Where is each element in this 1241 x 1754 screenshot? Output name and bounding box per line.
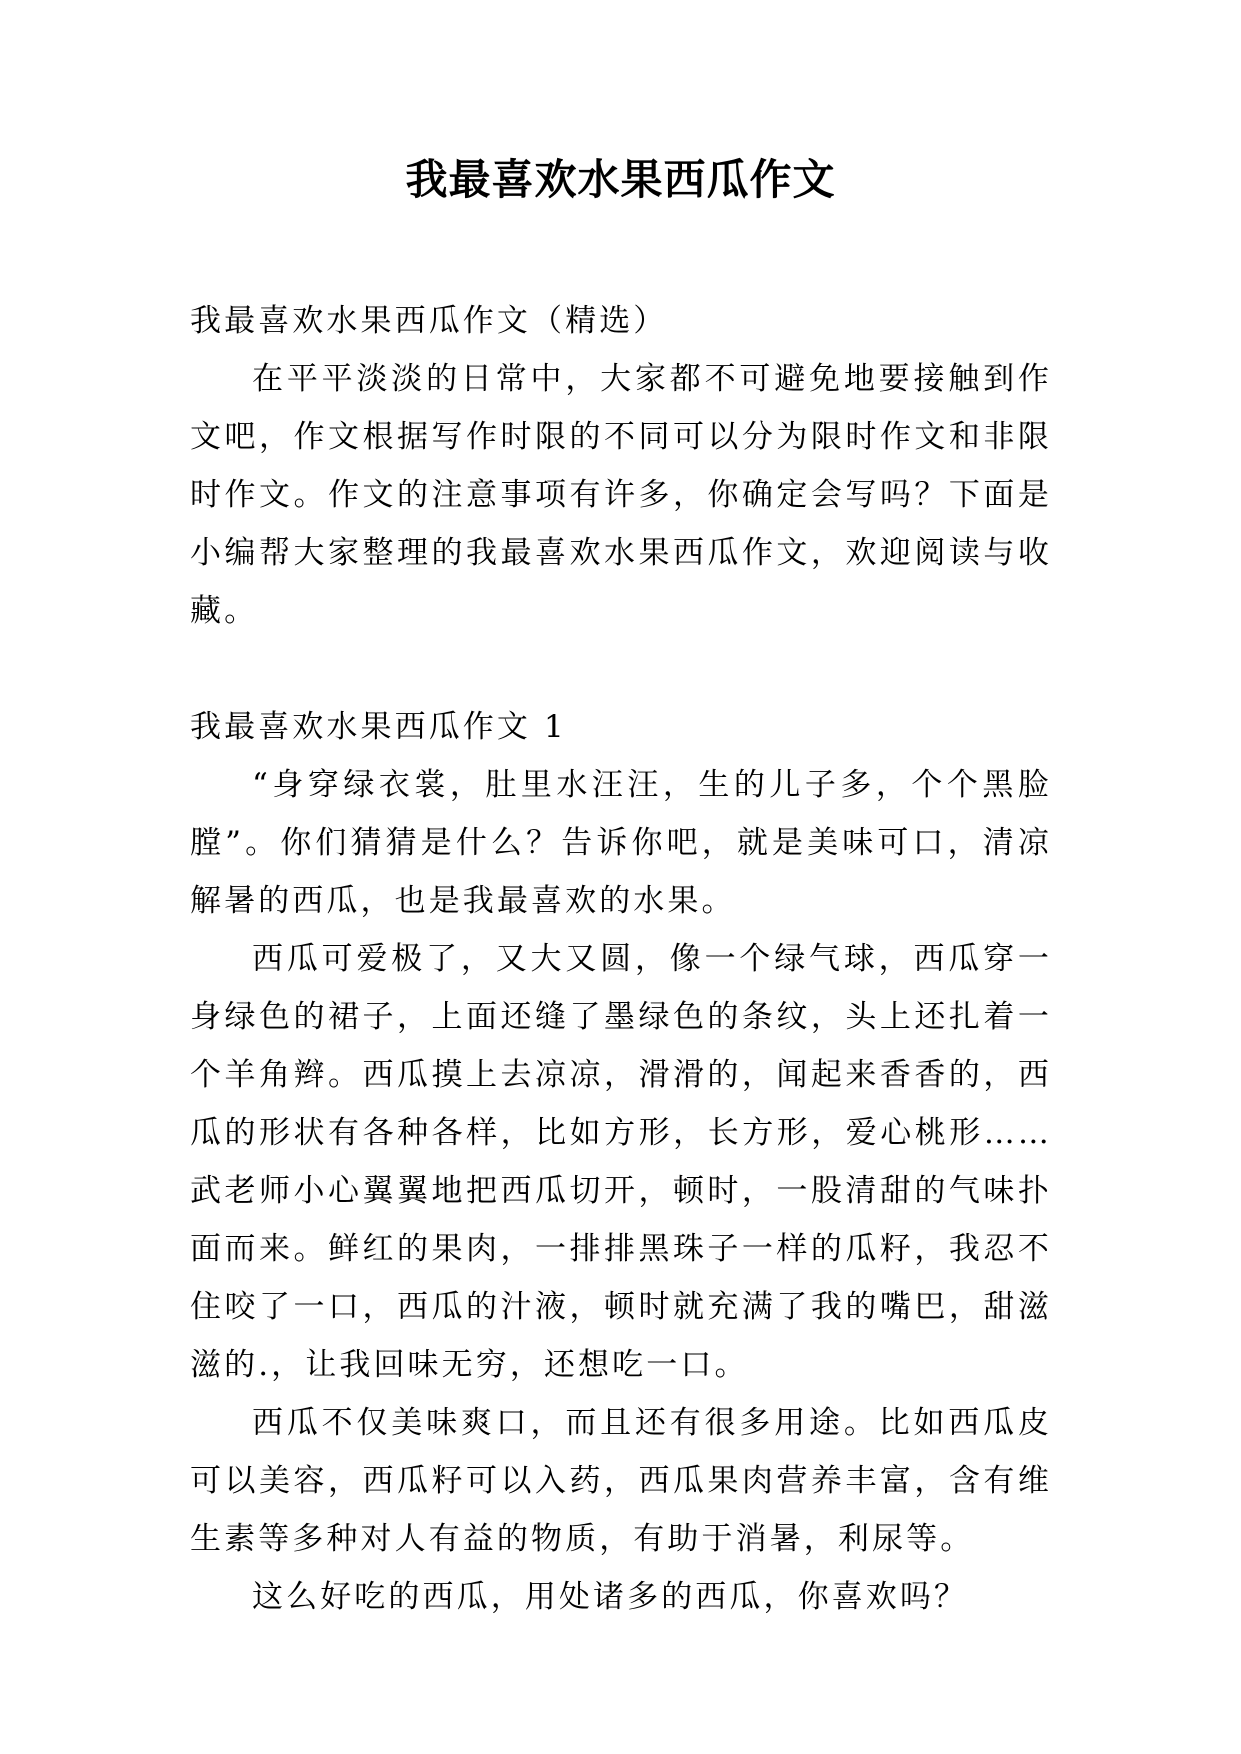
essay-heading: 我最喜欢水果西瓜作文 1 — [190, 709, 567, 745]
section-spacer — [190, 640, 1052, 698]
document-title: 我最喜欢水果西瓜作文 — [405, 155, 836, 204]
document-body — [190, 292, 1052, 1626]
essay-paragraph-2: 西瓜可爱极了，又大又圆，像一个绿气球，西瓜穿一身绿色的裙子，上面还缝了墨绿色的条纹，头上还扎着一个羊角辫。西瓜摸上去凉凉，滑滑的，闻起来香香的，西瓜的形状有各种各样，比如方形，长方形，爱心桃形……武老师小心翼翼地把西瓜切开，顿时，一股清甜的气味扑面而来。鲜红的果肉，一排排黑珠子一样的瓜籽，我忍不住咬了一口，西瓜的汁液，顿时就充满了我的嘴巴，甜滋滋的.，让我回味无穷，还想吃一口。 — [190, 941, 1052, 1383]
essay-paragraph-3: 西瓜不仅美味爽口，而且还有很多用途。比如西瓜皮可以美容，西瓜籽可以入药，西瓜果肉营养丰富，含有维生素等多种对人有益的物质，有助于消暑，利尿等。 — [190, 1405, 1052, 1557]
intro-heading: 我最喜欢水果西瓜作文（精选） — [190, 303, 668, 339]
essay-paragraph-4: 这么好吃的西瓜，用处诸多的西瓜，你喜欢吗？ — [252, 1579, 969, 1615]
intro-paragraph: 在平平淡淡的日常中，大家都不可避免地要接触到作文吧，作文根据写作时限的不同可以分为限时作文和非限时作文。作文的注意事项有许多，你确定会写吗？下面是小编帮大家整理的我最喜欢水果西瓜作文，欢迎阅读与收藏。 — [190, 361, 1052, 629]
essay-paragraph-1: “身穿绿衣裳，肚里水汪汪，生的儿子多，个个黑脸膛”。你们猜猜是什么？告诉你吧，就是美味可口，清凉解暑的西瓜，也是我最喜欢的水果。 — [190, 767, 1052, 919]
